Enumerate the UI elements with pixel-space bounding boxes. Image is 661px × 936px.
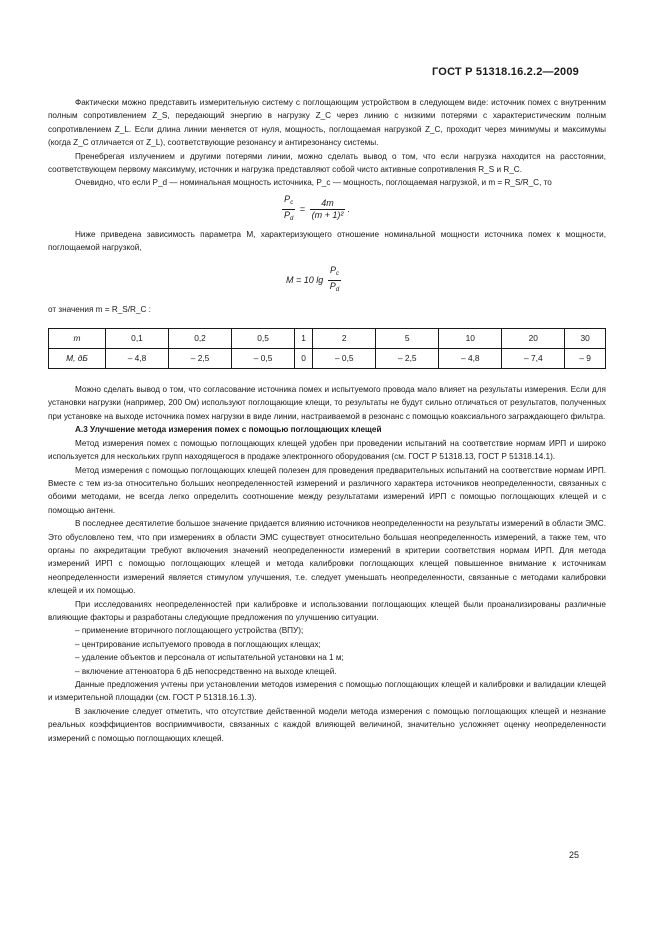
table-cell: – 4,8 bbox=[106, 349, 169, 369]
fraction-pc-pd bbox=[282, 194, 295, 225]
list-item: – применение вторичного поглощающего устройства (ВПУ); bbox=[75, 626, 304, 636]
fraction-4m bbox=[310, 198, 346, 221]
table-cell: – 0,5 bbox=[232, 349, 295, 369]
table-cell: – 0,5 bbox=[313, 349, 376, 369]
pc2-symbol: P bbox=[329, 264, 336, 275]
formula-m-lhs: M = 10 lg bbox=[286, 274, 324, 285]
formula-power-ratio bbox=[48, 192, 606, 226]
paragraph-10: При исследованиях неопределенностей при калибровке и использовании поглощающих клещей были проанализированы различные влияющие факторы и разработаны следующие предложения по улучшению ситуации. bbox=[48, 599, 606, 622]
table-cell: 20 bbox=[502, 329, 565, 349]
paragraph-2: Пренебрегая излучением и другими потерями линии, можно сделать вывод о том, что если нагрузка находится на расстоянии, соответствующем первому максимуму, источник и нагрузка представляют собой чисто активные сопротивления R_S и R_C. bbox=[48, 151, 606, 175]
table-row-label-m: m bbox=[49, 329, 106, 349]
paragraph-3: Очевидно, что если P_d — номинальная мощность источника, P_c — мощность, поглощаемая нагрузкой, и m = R_S/R_C, то bbox=[75, 178, 552, 188]
pd-symbol: P bbox=[284, 209, 291, 220]
table-cell: 2 bbox=[313, 329, 376, 349]
pc2-subscript: c bbox=[335, 270, 339, 277]
list-item: – удаление объектов и персонала от испытательной установки на 1 м; bbox=[75, 653, 344, 663]
table-cell: 1 bbox=[295, 329, 313, 349]
m-values-table bbox=[48, 328, 606, 369]
equals-sign: = bbox=[299, 203, 306, 214]
section-heading-a3: А.3 Улучшение метода измерения помех с помощью поглощающих клещей bbox=[75, 425, 382, 435]
document-body bbox=[48, 96, 606, 745]
table-cell: 0 bbox=[295, 349, 313, 369]
paragraph-1: Фактически можно представить измерительную систему с поглощающим устройством в следующем виде: источник помех с внутренним полным сопротивлением Z_S, передающий энергию в нагрузку Z_C через линию с низкими потерями с характеристическим полным сопротивлением Z_L. Если длина линии меняется от нуля, мощность, поглощаемая нагрузкой Z_C, проходит через минимумы и максимумы (когда Z_C отличается от Z_L), соответствующие резонансу и антирезонансу системы. bbox=[48, 98, 606, 148]
denominator-m-plus-1: (m + 1)² bbox=[311, 209, 344, 220]
paragraph-5: от значения m = R_S/R_C : bbox=[48, 304, 151, 314]
paragraph-4: Ниже приведена зависимость параметра M, характеризующего отношение номинальной мощности источника помех к мощности, поглощаемой нагрузкой, bbox=[48, 229, 606, 253]
pd2-symbol: P bbox=[329, 280, 336, 291]
table-cell: 0,5 bbox=[232, 329, 295, 349]
table-cell: 0,1 bbox=[106, 329, 169, 349]
paragraph-11: Данные предложения учтены при установлении методов измерения с помощью поглощающих клещей и калибровки и валидации клещей и измерительной площадки (см. ГОСТ Р 51318.16.1.3). bbox=[48, 680, 606, 703]
pc-symbol: P bbox=[284, 193, 291, 204]
table-cell: – 7,4 bbox=[502, 349, 565, 369]
document-code-header: ГОСТ Р 51318.16.2.2—2009 bbox=[432, 66, 579, 78]
pd-subscript: d bbox=[290, 215, 294, 222]
paragraph-6: Можно сделать вывод о том, что согласование источника помех и испытуемого провода мало влияет на результаты измерения. Если для установки нагрузки (например, 200 Ом) используют поглощающие клещи, то результаты не будут сильно отличаться от результатов, полученных при установке на выходе источника помех нагрузки в виде линии, настраиваемой в резонанс с помощью коаксиального заграждающего фильтра. bbox=[48, 385, 606, 421]
table-row bbox=[49, 349, 606, 369]
table-cell: 0,2 bbox=[169, 329, 232, 349]
table-cell: 10 bbox=[439, 329, 502, 349]
formula-m-definition bbox=[48, 261, 606, 299]
table-cell: – 4,8 bbox=[439, 349, 502, 369]
pd2-subscript: d bbox=[335, 286, 340, 293]
paragraph-8: Метод измерения с помощью поглощающих клещей полезен для проведения предварительных испытаний на соответствие нормам ИРП. Вместе с тем из-за относительно больших неопределенностей измерений и различного характера источников неопределенности, связанных с обоими методами, не всегда легко определить соотношение между результатами измерений ИРП с помощью поглощающих клещей и с помощью антенн. bbox=[48, 465, 606, 515]
table-cell: – 2,5 bbox=[169, 349, 232, 369]
fraction-pc-pd-2 bbox=[328, 265, 341, 296]
table-cell: 30 bbox=[565, 329, 606, 349]
list-item: – включение аттенюатора 6 дБ непосредственно на выходе клещей. bbox=[75, 666, 337, 676]
table-cell: – 9 bbox=[565, 349, 606, 369]
page-number: 25 bbox=[568, 850, 579, 860]
paragraph-12: В заключение следует отметить, что отсутствие действенной модели метода измерения с помощью поглощающих клещей и незнание реальных коэффициентов восприимчивости, связанных с каждой влияющей величиной, значительно усложняет оценку неопределенности измерений с помощью поглощающих клещей. bbox=[48, 706, 606, 743]
list-item: – центрирование испытуемого провода в поглощающих клещах; bbox=[75, 639, 321, 649]
table-cell: 5 bbox=[376, 329, 439, 349]
table-row-label-m-db: M, дБ bbox=[49, 349, 106, 369]
formula-end-period: . bbox=[347, 203, 350, 214]
numerator-4m: 4m bbox=[310, 198, 346, 210]
paragraph-9: В последнее десятилетие большое значение придается влиянию источников неопределенности на результаты измерений в области ЭМС. Это обусловлено тем, что при измерениях в области ЭМС существует относительно большая неопределенность измерений, а также тем, что органы по аккредитации требуют включения значений неопределенности измерений в критерии соответствия нормам ИРП. Для метода измерений ИРП с помощью поглощающих клещей и метода калибровки поглощающих клещей повышенное внимание к источникам неопределенности измерений является стимулом улучшения, т.е. следует уменьшать неопределенности, связанные с методами калибровки клещей и их помощью. bbox=[48, 519, 606, 596]
paragraph-7: Метод измерения помех с помощью поглощающих клещей удобен при проведении испытаний на соответствие нормам ИРП и широко используется для нескольких групп находящегося в продаже электронного оборудования (см. ГОСТ Р 51318.13, ГОСТ Р 51318.14.1). bbox=[48, 438, 606, 462]
table-row bbox=[49, 329, 606, 349]
table-cell: – 2,5 bbox=[376, 349, 439, 369]
pc-subscript: c bbox=[290, 199, 294, 206]
